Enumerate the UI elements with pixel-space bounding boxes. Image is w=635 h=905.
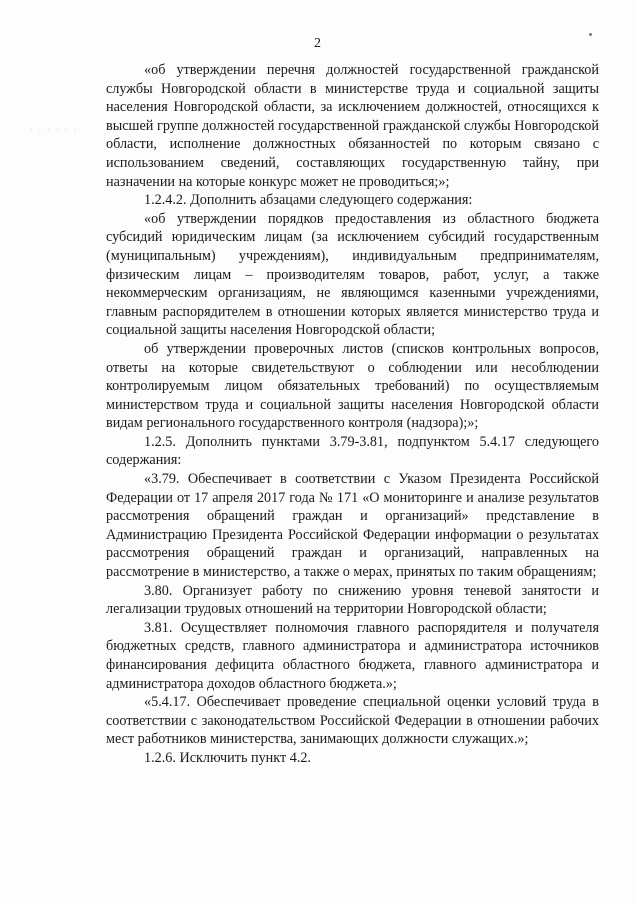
paragraph-clause-1-2-5: 1.2.5. Дополнить пунктами 3.79-3.81, подпунктом 5.4.17 следующего содержания: (106, 433, 599, 469)
scan-noise: · · · · · · (30, 126, 78, 135)
paragraph-list-item-quote: «об утверждении перечня должностей государственной гражданской службы Новгородской области в министерстве труда и социальной защиты населения Новгородской области, за исключением должностей, относящихся к высшей группе должностей государственной гражданской службы Новгородской области, исполнение должностных обязанностей по которым связано с использованием сведений, составляющих государственную тайну, при назначении на которые конкурс может не проводиться;»; (106, 62, 599, 190)
page-number: 2 (314, 36, 321, 51)
paragraph-checklists: об утверждении проверочных листов (списков контрольных вопросов, ответы на которые свидетельствуют о соблюдении или несоблюдении контролируемым лицом обязательных требований) по осуществляемым министерством труда и социальной защиты населения Новгородской области видам регионального государственного контроля (надзора);»; (106, 340, 599, 432)
document-body (106, 61, 599, 768)
paragraph-item-3-80: 3.80. Организует работу по снижению уровня теневой занятости и легализации трудовых отношений на территории Новгородской области; (106, 582, 599, 618)
paragraph-item-5-4-17: «5.4.17. Обеспечивает проведение специальной оценки условий труда в соответствии с законодательством Российской Федерации в отношении рабочих мест работников министерства, занимающих должности служащих.»; (106, 694, 599, 748)
paragraph-item-3-81: 3.81. Осуществляет полномочия главного распорядителя и получателя бюджетных средств, главного администратора и администратора источников финансирования дефицита областного бюджета, главного администратора и администратора доходов областного бюджета.»; (106, 619, 599, 692)
paragraph-item-3-79: «3.79. Обеспечивает в соответствии с Указом Президента Российской Федерации от 17 апреля 2017 года № 171 «О мониторинге и анализе результатов рассмотрения обращений граждан и организаций» представление в Администрацию Президента Российской Федерации информации о результатах рассмотрения обращений граждан и организаций, направленных на рассмотрение в министерство, а также о мерах, принятых по таким обращениям; (106, 471, 599, 581)
paragraph-clause-1-2-4-2: 1.2.4.2. Дополнить абзацами следующего содержания: (144, 192, 473, 209)
paragraph-clause-1-2-6: 1.2.6. Исключить пункт 4.2. (144, 749, 312, 766)
paragraph-subsidies: «об утверждении порядков предоставления из областного бюджета субсидий юридическим лицам (за исключением субсидий государственным (муниципальным) учреждениям), индивидуальным предпринимателям, физическим лицам – производителям товаров, работ, услуг, а также некоммерческим организациям, не являющимся казенными учреждениями, главным распорядителем в отношении которых является министерство труда и социальной защиты населения Новгородской области; (106, 210, 599, 339)
